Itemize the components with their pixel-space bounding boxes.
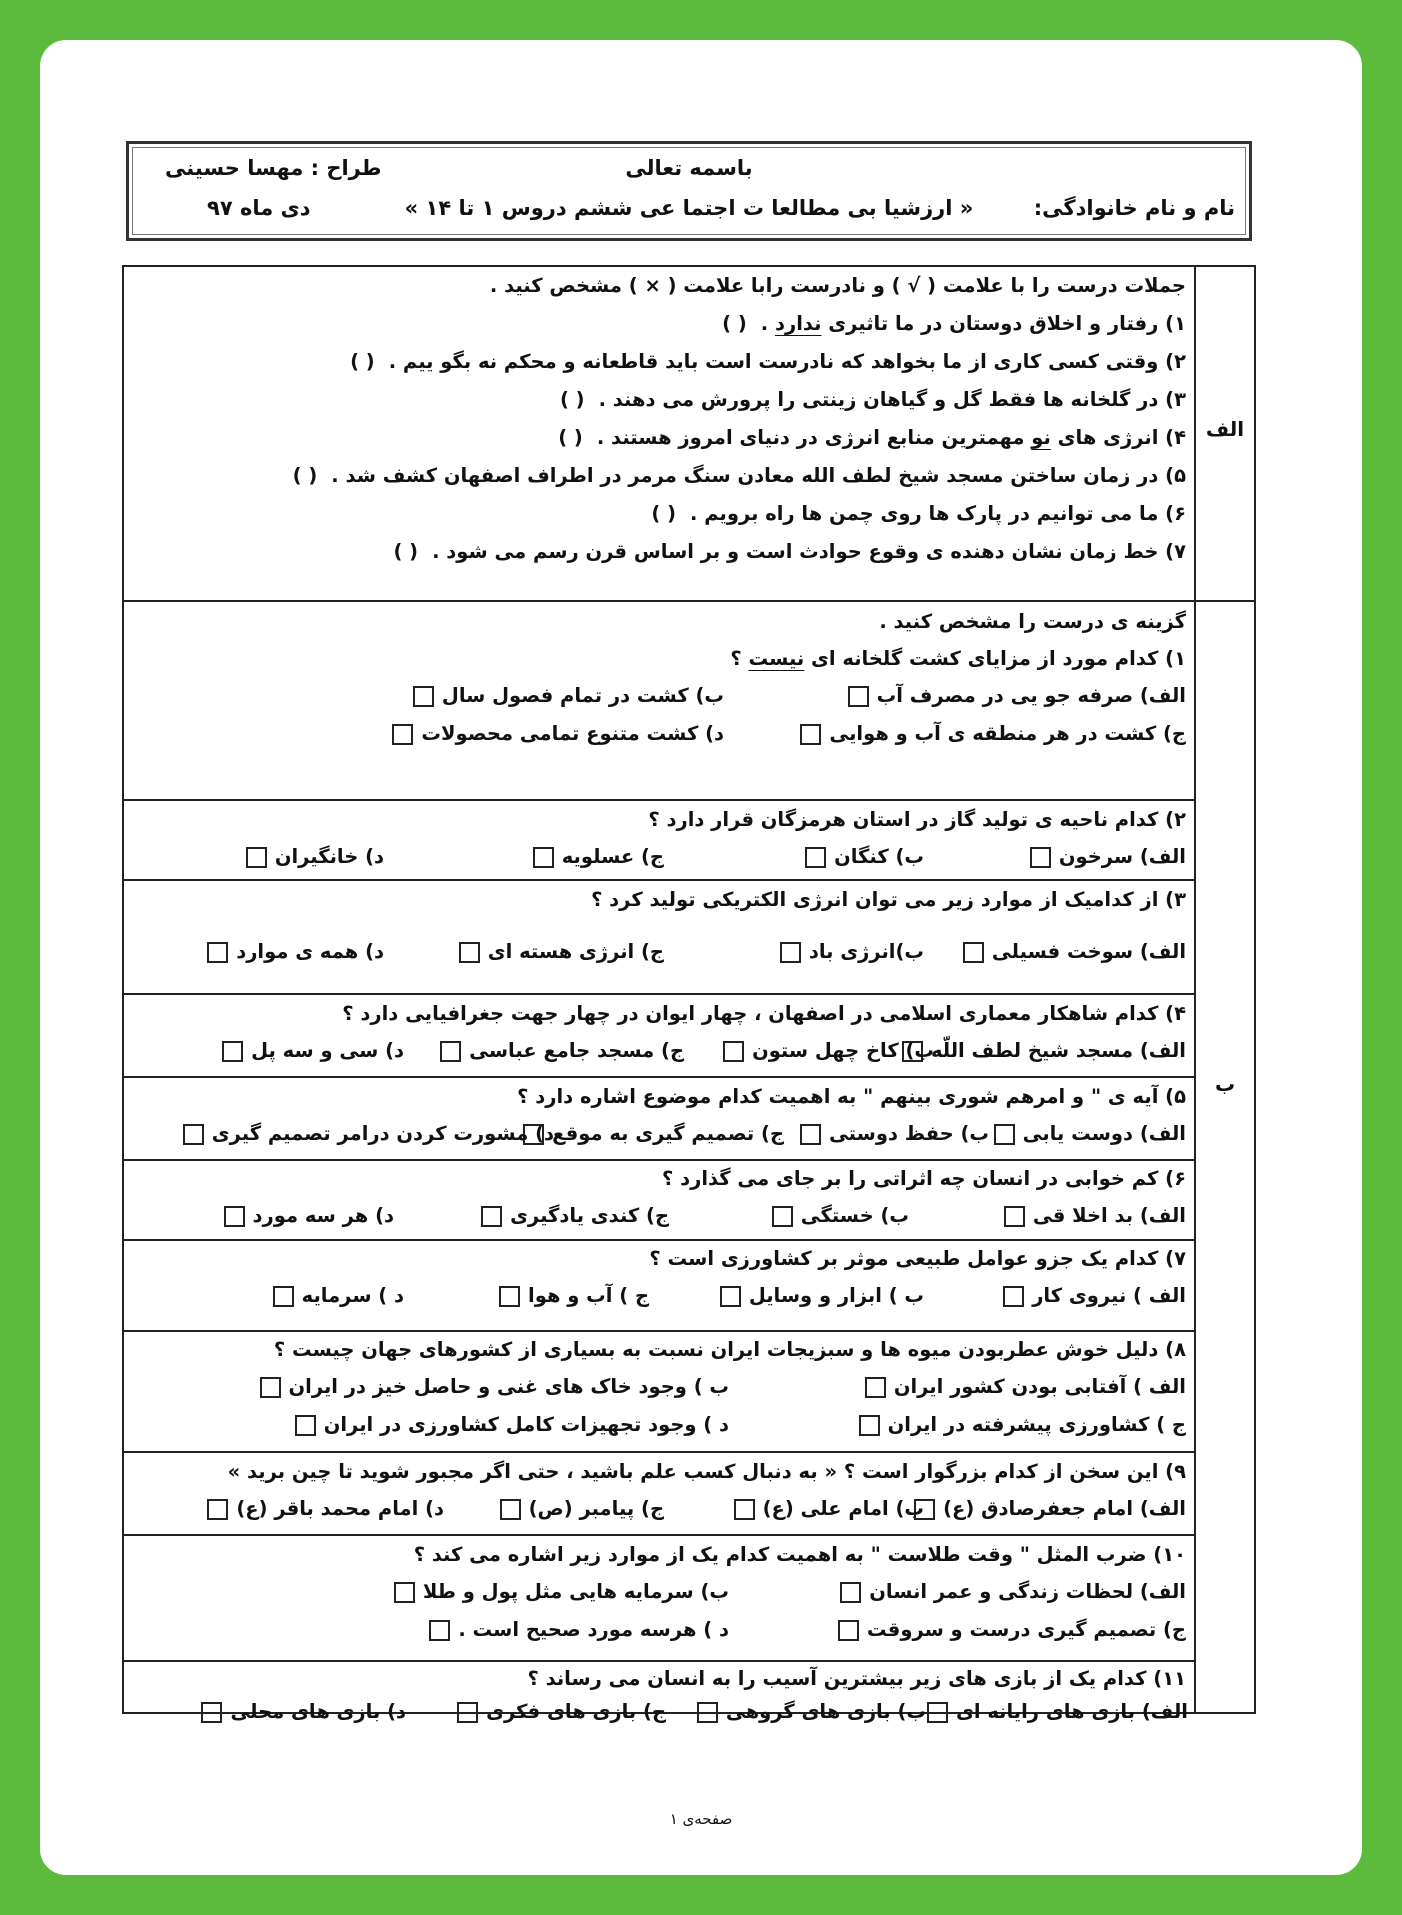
- option[interactable]: الف ) آفتابی بودن کشور ایران: [865, 1372, 1186, 1402]
- checkbox-icon[interactable]: [201, 1702, 222, 1723]
- option[interactable]: ج) تصمیم گیری به موقع: [523, 1119, 784, 1149]
- mcq-question-8: ۸) دلیل خوش عطربودن میوه ها و سبزیجات ایران نسبت به بسیاری از کشورهای جهان چیست ؟: [273, 1338, 1186, 1361]
- question-divider: [124, 1159, 1194, 1161]
- question-divider: [124, 993, 1194, 995]
- checkbox-icon[interactable]: [963, 942, 984, 963]
- tf-item-6: ۶) ما می توانیم در پارک ها روی چمن ها راه برویم .( ): [651, 499, 1186, 529]
- answer-blank[interactable]: ( ): [393, 540, 419, 563]
- option[interactable]: ب) حفظ دوستی: [800, 1119, 989, 1149]
- option[interactable]: د) سی و سه پل: [222, 1036, 404, 1066]
- checkbox-icon[interactable]: [734, 1499, 755, 1520]
- checkbox-icon[interactable]: [207, 942, 228, 963]
- mcq-question-6: ۶) کم خوابی در انسان چه اثراتی را بر جای می گذارد ؟: [662, 1167, 1186, 1190]
- checkbox-icon[interactable]: [273, 1286, 294, 1307]
- option[interactable]: ج) کشت در هر منطقه ی آب و هوایی: [800, 719, 1186, 749]
- mcq-question-3: ۳) از کدامیک از موارد زیر می توان انرژی الکتریکی تولید کرد ؟: [591, 888, 1186, 911]
- option[interactable]: ب ) وجود خاک های غنی و حاصل خیز در ایران: [260, 1372, 729, 1402]
- option[interactable]: الف) لحظات زندگی و عمر انسان: [840, 1577, 1186, 1607]
- option[interactable]: د) مشورت کردن درامر تصمیم گیری: [183, 1119, 554, 1149]
- checkbox-icon[interactable]: [838, 1620, 859, 1641]
- option[interactable]: ج) تصمیم گیری درست و سروقت: [838, 1615, 1186, 1645]
- question-divider: [124, 1076, 1194, 1078]
- exam-title: « ارزشیا بی مطالعا ت اجتما عی ششم دروس ۱ تا ۱۴ »: [404, 196, 974, 220]
- answer-blank[interactable]: ( ): [651, 502, 677, 525]
- checkbox-icon[interactable]: [1030, 847, 1051, 868]
- mcq-question-2: ۲) کدام ناحیه ی تولید گاز در استان هرمزگان قرار دارد ؟: [648, 808, 1186, 831]
- mcq-question-11: ۱۱) کدام یک از بازی های زیر بیشترین آسیب را به انسان می رساند ؟: [527, 1667, 1186, 1690]
- option[interactable]: د) کشت متنوع تمامی محصولات: [392, 719, 724, 749]
- mcq-question-9: ۹) این سخن از کدام بزرگوار است ؟ « به دنبال کسب علم باشید ، حتی اگر مجبور شوید تا چین برید »: [227, 1460, 1186, 1483]
- option[interactable]: ب) بازی های گروهی: [697, 1697, 926, 1727]
- section-divider: [124, 600, 1254, 602]
- mcq-question-4: ۴) کدام شاهکار معماری اسلامی در اصفهان ، چهار ایوان در چهار جهت جغرافیایی دارد ؟: [342, 1002, 1186, 1025]
- checkbox-icon[interactable]: [723, 1041, 744, 1062]
- question-divider: [124, 1534, 1194, 1536]
- option[interactable]: ج) مسجد جامع عباسی: [440, 1036, 684, 1066]
- checkbox-icon[interactable]: [224, 1206, 245, 1227]
- option[interactable]: ب) کشت در تمام فصول سال: [413, 681, 724, 711]
- checkbox-icon[interactable]: [499, 1286, 520, 1307]
- mcq-question-5: ۵) آیه ی " و امرهم شوری بینهم " به اهمیت کدام موضوع اشاره دارد ؟: [517, 1085, 1186, 1108]
- checkbox-icon[interactable]: [859, 1415, 880, 1436]
- option[interactable]: ج) پیامبر (ص): [500, 1494, 664, 1524]
- option[interactable]: الف) دوست یابی: [994, 1119, 1186, 1149]
- option[interactable]: الف) بد اخلا قی: [1004, 1201, 1186, 1231]
- tf-item-7: ۷) خط زمان نشان دهنده ی وقوع حوادث است و بر اساس قرن رسم می شود .( ): [393, 537, 1186, 567]
- section-alef-instruction: جملات درست را با علامت ( √ ) و نادرست رابا علامت ( × ) مشخص کنید .: [489, 274, 1186, 297]
- option[interactable]: ب ) ابزار و وسایل: [720, 1281, 924, 1311]
- page-number: صفحه‌ی ۱: [669, 1810, 733, 1828]
- question-divider: [124, 1330, 1194, 1332]
- option[interactable]: الف) بازی های رایانه ای: [927, 1697, 1188, 1727]
- checkbox-icon[interactable]: [222, 1041, 243, 1062]
- option[interactable]: ج) کندی یادگیری: [481, 1201, 669, 1231]
- tf-item-1: ۱) رفتار و اخلاق دوستان در ما تاثیری ندارد .( ): [722, 309, 1186, 339]
- section-be-label: ب: [1214, 1072, 1236, 1096]
- option[interactable]: د ) سرمایه: [273, 1281, 404, 1311]
- basmala: باسمه تعالی: [625, 156, 753, 180]
- question-divider: [124, 1239, 1194, 1241]
- option[interactable]: ج) عسلویه: [533, 842, 664, 872]
- exam-date: دی ماه ۹۷: [207, 196, 311, 220]
- section-alef-label: الف: [1205, 417, 1245, 441]
- answer-blank[interactable]: ( ): [292, 464, 318, 487]
- option[interactable]: الف) سوخت فسیلی: [963, 937, 1186, 967]
- checkbox-icon[interactable]: [800, 1124, 821, 1145]
- option[interactable]: ب) کنگان: [805, 842, 924, 872]
- checkbox-icon[interactable]: [805, 847, 826, 868]
- checkbox-icon[interactable]: [413, 686, 434, 707]
- option[interactable]: ب)انرژی باد: [780, 937, 924, 967]
- checkbox-icon[interactable]: [720, 1286, 741, 1307]
- checkbox-icon[interactable]: [481, 1206, 502, 1227]
- option[interactable]: ب) سرمایه هایی مثل پول و طلا: [394, 1577, 729, 1607]
- question-divider: [124, 799, 1194, 801]
- option[interactable]: الف) امام جعفرصادق (ع): [914, 1494, 1186, 1524]
- option[interactable]: د ) هرسه مورد صحیح است .: [429, 1615, 729, 1645]
- option[interactable]: ج) انرژی هسته ای: [459, 937, 664, 967]
- option[interactable]: الف) صرفه جو یی در مصرف آب: [848, 681, 1186, 711]
- mcq-question-7: ۷) کدام یک جزو عوامل طبیعی موثر بر کشاورزی است ؟: [649, 1247, 1186, 1270]
- checkbox-icon[interactable]: [429, 1620, 450, 1641]
- checkbox-icon[interactable]: [994, 1124, 1015, 1145]
- tf-item-3: ۳) در گلخانه ها فقط گل و گیاهان زینتی را پرورش می دهند .( ): [560, 385, 1186, 415]
- option[interactable]: د) امام محمد باقر (ع): [207, 1494, 444, 1524]
- option[interactable]: د) هر سه مورد: [224, 1201, 394, 1231]
- checkbox-icon[interactable]: [183, 1124, 204, 1145]
- checkbox-icon[interactable]: [840, 1582, 861, 1603]
- checkbox-icon[interactable]: [246, 847, 267, 868]
- answer-blank[interactable]: ( ): [559, 388, 585, 411]
- mcq-question-10: ۱۰) ضرب المثل " وقت طلاست " به اهمیت کدام یک از موارد زیر اشاره می کند ؟: [413, 1543, 1186, 1566]
- checkbox-icon[interactable]: [865, 1377, 886, 1398]
- checkbox-icon[interactable]: [500, 1499, 521, 1520]
- option[interactable]: د ) وجود تجهیزات کامل کشاورزی در ایران: [295, 1410, 729, 1440]
- student-name-label: نام و نام خانوادگی:: [1033, 196, 1235, 220]
- checkbox-icon[interactable]: [697, 1702, 718, 1723]
- checkbox-icon[interactable]: [927, 1702, 948, 1723]
- question-divider: [124, 1451, 1194, 1453]
- option[interactable]: ج) بازی های فکری: [457, 1697, 666, 1727]
- checkbox-icon[interactable]: [440, 1041, 461, 1062]
- checkbox-icon[interactable]: [533, 847, 554, 868]
- tf-item-2: ۲) وقتی کسی کاری از ما بخواهد که نادرست است باید قاطعانه و محکم نه بگو ییم .( ): [350, 347, 1186, 377]
- checkbox-icon[interactable]: [394, 1582, 415, 1603]
- checkbox-icon[interactable]: [392, 724, 413, 745]
- answer-blank[interactable]: ( ): [558, 426, 583, 449]
- option[interactable]: ب) خستگی: [772, 1201, 909, 1231]
- question-divider: [124, 879, 1194, 881]
- option[interactable]: ج ) آب و هوا: [499, 1281, 649, 1311]
- designer-name: طراح : مهسا حسینی: [165, 156, 382, 180]
- tf-item-4: ۴) انرژی های نو مهمترین منابع انرژی در دنیای امروز هستند .( ): [558, 423, 1186, 453]
- checkbox-icon[interactable]: [207, 1499, 228, 1520]
- checkbox-icon[interactable]: [780, 942, 801, 963]
- answer-blank[interactable]: ( ): [722, 312, 747, 335]
- answer-blank[interactable]: ( ): [350, 350, 375, 373]
- checkbox-icon[interactable]: [459, 942, 480, 963]
- option[interactable]: الف) سرخون: [1030, 842, 1186, 872]
- tf-item-5: ۵) در زمان ساختن مسجد شیخ لطف الله معادن سنگ مرمر در اطراف اصفهان کشف شد .( ): [293, 461, 1186, 491]
- option[interactable]: ج ) کشاورزی پیشرفته در ایران: [859, 1410, 1186, 1440]
- checkbox-icon[interactable]: [800, 724, 821, 745]
- option[interactable]: الف ) نیروی کار: [1003, 1281, 1186, 1311]
- checkbox-icon[interactable]: [295, 1415, 316, 1436]
- checkbox-icon[interactable]: [260, 1377, 281, 1398]
- exam-page: [40, 40, 1362, 1875]
- checkbox-icon[interactable]: [848, 686, 869, 707]
- checkbox-icon[interactable]: [1004, 1206, 1025, 1227]
- section-be-instruction: گزینه ی درست را مشخص کنید .: [879, 610, 1186, 633]
- option[interactable]: ب) امام علی (ع): [734, 1494, 924, 1524]
- option[interactable]: ب) کاخ چهل ستون: [723, 1036, 934, 1066]
- mcq-question-1: ۱) کدام مورد از مزایای کشت گلخانه ای نیست ؟: [730, 647, 1186, 670]
- option[interactable]: د) همه ی موارد: [207, 937, 384, 967]
- questions-table: [122, 265, 1256, 1714]
- option[interactable]: د) بازی های محلی: [201, 1697, 406, 1727]
- exam-header: [126, 141, 1252, 241]
- option[interactable]: الف) مسجد شیخ لطف اللّه: [902, 1036, 1186, 1066]
- checkbox-icon[interactable]: [457, 1702, 478, 1723]
- checkbox-icon[interactable]: [772, 1206, 793, 1227]
- question-divider: [124, 1660, 1194, 1662]
- section-label-column: [1194, 267, 1254, 1712]
- option[interactable]: د) خانگیران: [246, 842, 384, 872]
- checkbox-icon[interactable]: [1003, 1286, 1024, 1307]
